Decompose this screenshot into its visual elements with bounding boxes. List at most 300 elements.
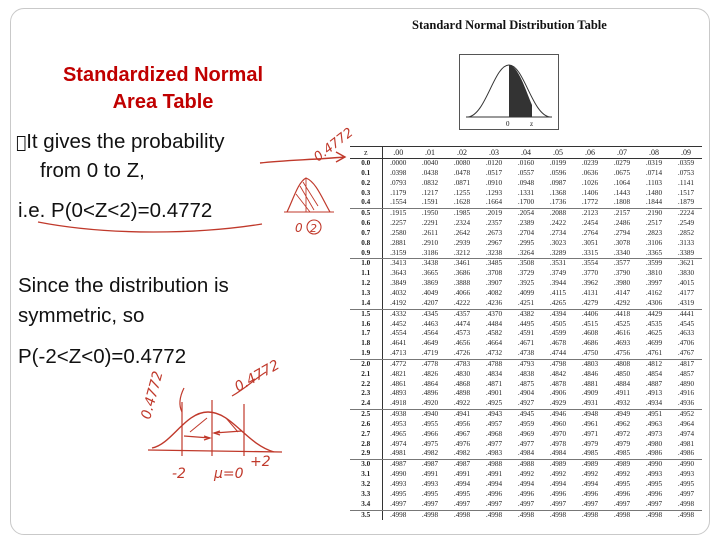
svg-text:z: z bbox=[530, 120, 534, 128]
probability-cell: .4881 bbox=[581, 379, 599, 388]
probability-cell: .4995 bbox=[453, 489, 471, 498]
column-header: .02 bbox=[446, 147, 478, 159]
probability-cell: .3810 bbox=[645, 269, 663, 278]
probability-cell: .2422 bbox=[549, 219, 567, 228]
z-value-cell: 0.0 bbox=[350, 159, 382, 169]
probability-cell: .4987 bbox=[421, 460, 439, 469]
probability-cell: .4987 bbox=[453, 460, 471, 469]
sketch-bell-curve bbox=[148, 372, 282, 456]
probability-cell: .4994 bbox=[453, 480, 471, 488]
column-header: .06 bbox=[574, 147, 606, 159]
probability-cell: .4997 bbox=[606, 500, 638, 510]
probability-cell: .4973 bbox=[645, 429, 663, 438]
probability-cell: .4788 bbox=[485, 359, 503, 368]
probability-cell: .3643 bbox=[390, 269, 407, 278]
probability-cell: .4850 bbox=[613, 369, 631, 378]
probability-cell: .2454 bbox=[581, 219, 599, 228]
symmetry-text: Since the distribution is bbox=[18, 274, 229, 297]
probability-cell: .4817 bbox=[677, 359, 695, 368]
handwritten-mu-zero: μ=0 bbox=[214, 466, 244, 482]
probability-cell: .4998 bbox=[670, 500, 702, 510]
probability-cell: .4997 bbox=[382, 500, 414, 510]
probability-cell: .0160 bbox=[517, 159, 535, 167]
probability-cell: .3315 bbox=[574, 249, 606, 259]
z-value-cell: 0.6 bbox=[350, 219, 382, 229]
probability-cell: .4934 bbox=[638, 399, 670, 409]
probability-cell: .4265 bbox=[542, 299, 574, 309]
probability-cell: .3770 bbox=[581, 269, 599, 278]
probability-cell: .4713 bbox=[382, 349, 414, 359]
probability-cell: .4993 bbox=[677, 470, 695, 479]
column-header: .01 bbox=[414, 147, 446, 159]
probability-cell: .1985 bbox=[453, 209, 471, 218]
probability-cell: .4997 bbox=[478, 500, 510, 510]
probability-cell: .4838 bbox=[517, 369, 535, 378]
probability-cell: .4968 bbox=[485, 429, 503, 438]
probability-cell: .4901 bbox=[485, 389, 503, 398]
z-value-cell: 3.4 bbox=[350, 500, 382, 510]
probability-cell: .4995 bbox=[390, 489, 407, 498]
probability-cell: .1480 bbox=[645, 188, 663, 197]
probability-cell: .3599 bbox=[645, 259, 663, 268]
probability-cell: .2642 bbox=[453, 228, 471, 237]
probability-cell: .4582 bbox=[485, 329, 503, 338]
probability-cell: .0910 bbox=[485, 178, 503, 187]
handwritten-value-left: 0.4772 bbox=[138, 369, 167, 422]
probability-cell: .4545 bbox=[677, 319, 695, 328]
z-value-cell: 0.4 bbox=[350, 198, 382, 208]
probability-cell: .4996 bbox=[613, 489, 631, 498]
probability-cell: .0596 bbox=[549, 168, 567, 177]
symmetric-text: symmetric, so bbox=[18, 304, 145, 327]
probability-cell: .4989 bbox=[549, 460, 567, 469]
z-value-cell: 1.4 bbox=[350, 299, 382, 309]
probability-cell: .4938 bbox=[390, 410, 407, 419]
column-header: .08 bbox=[638, 147, 670, 159]
probability-cell: .4292 bbox=[606, 299, 638, 309]
probability-cell: .4706 bbox=[677, 339, 695, 348]
z-value-cell: 3.2 bbox=[350, 480, 382, 490]
probability-cell: .3708 bbox=[485, 269, 503, 278]
probability-cell: .4979 bbox=[613, 439, 631, 448]
probability-cell: .4936 bbox=[670, 399, 702, 409]
probability-cell: .4535 bbox=[645, 319, 663, 328]
probability-cell: .4997 bbox=[574, 500, 606, 510]
z-value-cell: 3.3 bbox=[350, 490, 382, 500]
probability-cell: .4987 bbox=[390, 460, 407, 469]
probability-cell: .4192 bbox=[382, 299, 414, 309]
probability-cell: .4960 bbox=[549, 419, 567, 428]
probability-cell: .4884 bbox=[613, 379, 631, 388]
probability-cell: .2910 bbox=[421, 238, 439, 247]
probability-cell: .0793 bbox=[390, 178, 407, 187]
probability-cell: .3438 bbox=[421, 259, 439, 268]
probability-cell: .4744 bbox=[542, 349, 574, 359]
probability-cell: .4842 bbox=[549, 369, 567, 378]
probability-cell: .4997 bbox=[677, 489, 695, 498]
probability-cell: .1255 bbox=[453, 188, 471, 197]
probability-cell: .4998 bbox=[517, 510, 535, 519]
probability-cell: .4981 bbox=[677, 439, 695, 448]
probability-cell: .3106 bbox=[645, 238, 663, 247]
probability-cell: .4861 bbox=[390, 379, 407, 388]
probability-cell: .4306 bbox=[638, 299, 670, 309]
probability-cell: .4986 bbox=[670, 449, 702, 459]
probability-cell: .4719 bbox=[414, 349, 446, 359]
handwritten-value-right: 0.4772 bbox=[232, 357, 283, 396]
probability-cell: .4995 bbox=[421, 489, 439, 498]
probability-cell: .4767 bbox=[670, 349, 702, 359]
probability-cell: .4857 bbox=[677, 369, 695, 378]
probability-cell: .4955 bbox=[421, 419, 439, 428]
probability-cell: .4982 bbox=[446, 449, 478, 459]
probability-cell: .0438 bbox=[421, 168, 439, 177]
probability-cell: .3238 bbox=[478, 249, 510, 259]
probability-cell: .4929 bbox=[542, 399, 574, 409]
z-value-cell: 0.3 bbox=[350, 189, 382, 199]
title-line-1: Standardized Normal bbox=[62, 64, 264, 86]
probability-cell: .4573 bbox=[453, 329, 471, 338]
probability-cell: .0040 bbox=[421, 159, 439, 167]
probability-cell: .4878 bbox=[549, 379, 567, 388]
probability-cell: .4982 bbox=[414, 449, 446, 459]
probability-cell: .4997 bbox=[510, 500, 542, 510]
probability-cell: .4956 bbox=[453, 419, 471, 428]
probability-cell: .4983 bbox=[478, 449, 510, 459]
probability-cell: .1443 bbox=[613, 188, 631, 197]
probability-cell: .4980 bbox=[645, 439, 663, 448]
probability-cell: .4505 bbox=[549, 319, 567, 328]
probability-cell: .4429 bbox=[645, 309, 663, 318]
probability-cell: .4998 bbox=[390, 510, 407, 519]
probability-cell: .4699 bbox=[645, 339, 663, 348]
probability-cell: .4783 bbox=[453, 359, 471, 368]
z-value-cell: 3.0 bbox=[350, 460, 382, 470]
probability-cell: .4997 bbox=[414, 500, 446, 510]
handwritten-two: 2 bbox=[310, 222, 317, 235]
probability-cell: .3531 bbox=[549, 259, 567, 268]
probability-cell: .3849 bbox=[390, 279, 407, 288]
probability-cell: .4994 bbox=[517, 480, 535, 488]
probability-cell: .4997 bbox=[446, 500, 478, 510]
probability-cell: .3888 bbox=[453, 279, 471, 288]
probability-cell: .4998 bbox=[581, 510, 599, 519]
probability-cell: .4990 bbox=[390, 470, 407, 479]
probability-cell: .3621 bbox=[677, 259, 695, 268]
underline-stroke bbox=[38, 222, 262, 232]
probability-cell: .2995 bbox=[517, 238, 535, 247]
probability-cell: .4803 bbox=[581, 359, 599, 368]
probability-cell: .4970 bbox=[549, 429, 567, 438]
probability-cell: .4962 bbox=[613, 419, 631, 428]
probability-cell: .3665 bbox=[421, 269, 439, 278]
probability-cell: .0319 bbox=[645, 159, 663, 167]
probability-cell: .1064 bbox=[613, 178, 631, 187]
probability-cell: .0636 bbox=[581, 168, 599, 177]
probability-cell: .4932 bbox=[606, 399, 638, 409]
probability-cell: .3413 bbox=[390, 259, 407, 268]
z-value-cell: 2.6 bbox=[350, 420, 382, 430]
probability-cell: .4875 bbox=[517, 379, 535, 388]
z-value-cell: 0.7 bbox=[350, 229, 382, 239]
probability-cell: .3389 bbox=[670, 249, 702, 259]
probability-cell: .4236 bbox=[478, 299, 510, 309]
probability-cell: .0753 bbox=[677, 168, 695, 177]
probability-cell: .4991 bbox=[485, 470, 503, 479]
probability-cell: .4974 bbox=[390, 439, 407, 448]
title-line-2: Area Table bbox=[112, 91, 214, 113]
probability-cell: .1915 bbox=[390, 209, 407, 218]
z-value-cell: 1.5 bbox=[350, 309, 382, 319]
probability-cell: .4115 bbox=[550, 288, 566, 297]
probability-cell: .3554 bbox=[581, 259, 599, 268]
probability-cell: .1217 bbox=[421, 188, 439, 197]
probability-cell: .1179 bbox=[390, 188, 407, 197]
probability-cell: .4992 bbox=[517, 470, 535, 479]
probability-cell: .4988 bbox=[517, 460, 535, 469]
probability-cell: .0948 bbox=[517, 178, 535, 187]
probability-cell: .0987 bbox=[549, 178, 567, 187]
probability-cell: .3577 bbox=[613, 259, 631, 268]
probability-cell: .4918 bbox=[382, 399, 414, 409]
probability-cell: .3078 bbox=[613, 238, 631, 247]
probability-cell: .4826 bbox=[421, 369, 439, 378]
probability-cell: .4988 bbox=[485, 460, 503, 469]
z-value-cell: 0.9 bbox=[350, 249, 382, 259]
probability-cell: .4732 bbox=[478, 349, 510, 359]
probability-cell: .3686 bbox=[453, 269, 471, 278]
probability-cell: .4989 bbox=[613, 460, 631, 469]
probability-cell: .4641 bbox=[390, 339, 407, 348]
probability-cell: .3340 bbox=[606, 249, 638, 259]
probability-cell: .3962 bbox=[581, 279, 599, 288]
probability-cell: .1406 bbox=[581, 188, 599, 197]
column-header: .00 bbox=[382, 147, 414, 159]
mini-curve-sketch bbox=[284, 178, 334, 212]
probability-cell: .2967 bbox=[485, 238, 503, 247]
probability-cell: .4332 bbox=[390, 309, 407, 318]
probability-cell: .4972 bbox=[613, 429, 631, 438]
probability-cell: .4931 bbox=[574, 399, 606, 409]
probability-cell: .4082 bbox=[485, 288, 503, 297]
probability-cell: .2019 bbox=[485, 209, 503, 218]
probability-cell: .4992 bbox=[581, 470, 599, 479]
probability-cell: .2517 bbox=[645, 219, 663, 228]
probability-cell: .0080 bbox=[453, 159, 471, 167]
probability-cell: .4977 bbox=[485, 439, 503, 448]
probability-cell: .1293 bbox=[485, 188, 503, 197]
probability-cell: .4945 bbox=[517, 410, 535, 419]
probability-cell: .1879 bbox=[670, 198, 702, 208]
probability-cell: .3186 bbox=[414, 249, 446, 259]
probability-cell: .2881 bbox=[390, 238, 407, 247]
probability-cell: .4998 bbox=[485, 510, 503, 519]
probability-cell: .4772 bbox=[390, 359, 407, 368]
column-header: .09 bbox=[670, 147, 702, 159]
probability-cell: .3944 bbox=[549, 279, 567, 288]
probability-cell: .4943 bbox=[485, 410, 503, 419]
probability-cell: .4525 bbox=[613, 319, 631, 328]
probability-cell: .4916 bbox=[677, 389, 695, 398]
probability-cell: .4207 bbox=[414, 299, 446, 309]
z-column-header: z bbox=[350, 147, 382, 159]
bullet-text: It gives the probability bbox=[16, 130, 215, 153]
probability-cell: .4049 bbox=[421, 288, 439, 297]
probability-cell: .4996 bbox=[645, 489, 663, 498]
probability-cell: .4998 bbox=[549, 510, 567, 519]
probability-cell: .4984 bbox=[510, 449, 542, 459]
probability-cell: .3461 bbox=[453, 259, 471, 268]
probability-cell: .4864 bbox=[421, 379, 439, 388]
probability-cell: .4990 bbox=[645, 460, 663, 469]
probability-cell: .4990 bbox=[677, 460, 695, 469]
probability-cell: .4967 bbox=[453, 429, 471, 438]
probability-cell: .2823 bbox=[645, 228, 663, 237]
probability-cell: .4890 bbox=[677, 379, 695, 388]
probability-cell: .4474 bbox=[453, 319, 471, 328]
probability-cell: .4664 bbox=[485, 339, 503, 348]
probability-cell: .4678 bbox=[549, 339, 567, 348]
probability-cell: .0675 bbox=[613, 168, 631, 177]
column-header: .03 bbox=[478, 147, 510, 159]
probability-cell: .4963 bbox=[645, 419, 663, 428]
z-value-cell: 3.5 bbox=[350, 510, 382, 520]
probability-cell: .4995 bbox=[645, 480, 663, 488]
probability-cell: .4484 bbox=[485, 319, 503, 328]
probability-cell: .4564 bbox=[421, 329, 439, 338]
probability-cell: .4032 bbox=[390, 288, 407, 297]
probability-cell: .3749 bbox=[549, 269, 567, 278]
probability-cell: .4992 bbox=[613, 470, 631, 479]
probability-cell: .3980 bbox=[613, 279, 631, 288]
probability-cell: .4996 bbox=[581, 489, 599, 498]
z-value-cell: 1.3 bbox=[350, 289, 382, 299]
z-value-cell: 2.1 bbox=[350, 370, 382, 380]
probability-cell: .4279 bbox=[574, 299, 606, 309]
probability-cell: .4996 bbox=[549, 489, 567, 498]
probability-cell: .4649 bbox=[421, 339, 439, 348]
probability-cell: .4821 bbox=[390, 369, 407, 378]
probability-cell: .4909 bbox=[581, 389, 599, 398]
probability-cell: .3508 bbox=[517, 259, 535, 268]
probability-cell: .4834 bbox=[485, 369, 503, 378]
probability-cell: .1554 bbox=[382, 198, 414, 208]
probability-cell: .4896 bbox=[421, 389, 439, 398]
probability-cell: .4357 bbox=[453, 309, 471, 318]
probability-cell: .4778 bbox=[421, 359, 439, 368]
probability-cell: .4951 bbox=[645, 410, 663, 419]
probability-cell: .3907 bbox=[485, 279, 503, 288]
handwritten-pos-two: +2 bbox=[250, 454, 271, 470]
probability-cell: .4996 bbox=[485, 489, 503, 498]
probability-cell: .1591 bbox=[414, 198, 446, 208]
z-value-cell: 2.0 bbox=[350, 359, 382, 369]
probability-cell: .4726 bbox=[446, 349, 478, 359]
probability-cell: .1026 bbox=[581, 178, 599, 187]
z-value-cell: 2.9 bbox=[350, 449, 382, 459]
probability-cell: .4750 bbox=[574, 349, 606, 359]
probability-cell: .4345 bbox=[421, 309, 439, 318]
z-value-cell: 1.2 bbox=[350, 279, 382, 289]
probability-cell: .4394 bbox=[549, 309, 567, 318]
probability-cell: .2939 bbox=[453, 238, 471, 247]
probability-cell: .3729 bbox=[517, 269, 535, 278]
svg-text:0: 0 bbox=[506, 120, 510, 128]
probability-cell: .3133 bbox=[677, 238, 695, 247]
probability-cell: .2054 bbox=[517, 209, 535, 218]
probability-cell: .4854 bbox=[645, 369, 663, 378]
probability-cell: .4952 bbox=[677, 410, 695, 419]
probability-cell: .4993 bbox=[645, 470, 663, 479]
probability-cell: .4761 bbox=[638, 349, 670, 359]
probability-cell: .3212 bbox=[446, 249, 478, 259]
probability-cell: .4370 bbox=[485, 309, 503, 318]
probability-cell: .3790 bbox=[613, 269, 631, 278]
probability-cell: .4965 bbox=[390, 429, 407, 438]
probability-cell: .2389 bbox=[517, 219, 535, 228]
probability-cell: .1700 bbox=[510, 198, 542, 208]
z-value-cell: 2.4 bbox=[350, 399, 382, 409]
probability-cell: .3997 bbox=[645, 279, 663, 288]
probability-cell: .4251 bbox=[510, 299, 542, 309]
z-value-cell: 2.7 bbox=[350, 430, 382, 440]
probability-cell: .4979 bbox=[581, 439, 599, 448]
probability-cell: .4793 bbox=[517, 359, 535, 368]
probability-cell: .1664 bbox=[478, 198, 510, 208]
probability-cell: .4693 bbox=[613, 339, 631, 348]
probability-cell: .0832 bbox=[421, 178, 439, 187]
probability-cell: .4015 bbox=[677, 279, 695, 288]
probability-cell: .4994 bbox=[581, 480, 599, 488]
probability-cell: .2190 bbox=[645, 209, 663, 218]
probability-cell: .2852 bbox=[677, 228, 695, 237]
probability-cell: .4452 bbox=[390, 319, 407, 328]
probability-cell: .3159 bbox=[382, 249, 414, 259]
z-value-cell: 1.7 bbox=[350, 329, 382, 339]
probability-cell: .4998 bbox=[677, 510, 695, 519]
z-value-cell: 1.9 bbox=[350, 349, 382, 359]
probability-cell: .0279 bbox=[613, 159, 631, 167]
probability-cell: .4974 bbox=[677, 429, 695, 438]
probability-cell: .2611 bbox=[422, 228, 438, 237]
probability-cell: .4418 bbox=[613, 309, 631, 318]
probability-cell: .1772 bbox=[574, 198, 606, 208]
probability-cell: .2291 bbox=[421, 219, 439, 228]
probability-cell: .0557 bbox=[517, 168, 535, 177]
probability-cell: .2673 bbox=[485, 228, 503, 237]
probability-cell: .4147 bbox=[613, 288, 631, 297]
probability-cell: .3830 bbox=[677, 269, 695, 278]
probability-cell: .3365 bbox=[638, 249, 670, 259]
example-probability-text: i.e. P(0<Z<2)=0.4772 bbox=[18, 199, 213, 222]
probability-cell: .4911 bbox=[614, 389, 630, 398]
probability-cell: .2088 bbox=[549, 209, 567, 218]
probability-cell: .4998 bbox=[421, 510, 439, 519]
probability-cell: .4946 bbox=[549, 410, 567, 419]
probability-cell: .4966 bbox=[421, 429, 439, 438]
probability-cell: .2764 bbox=[581, 228, 599, 237]
z-value-cell: 2.5 bbox=[350, 410, 382, 420]
probability-cell: .4625 bbox=[645, 329, 663, 338]
probability-cell: .2704 bbox=[517, 228, 535, 237]
probability-cell: .1736 bbox=[542, 198, 574, 208]
probability-cell: .3869 bbox=[421, 279, 439, 288]
probability-cell: .0359 bbox=[677, 159, 695, 167]
probability-cell: .4989 bbox=[581, 460, 599, 469]
probability-cell: .4995 bbox=[613, 480, 631, 488]
probability-cell: .3023 bbox=[549, 238, 567, 247]
probability-cell: .4920 bbox=[414, 399, 446, 409]
